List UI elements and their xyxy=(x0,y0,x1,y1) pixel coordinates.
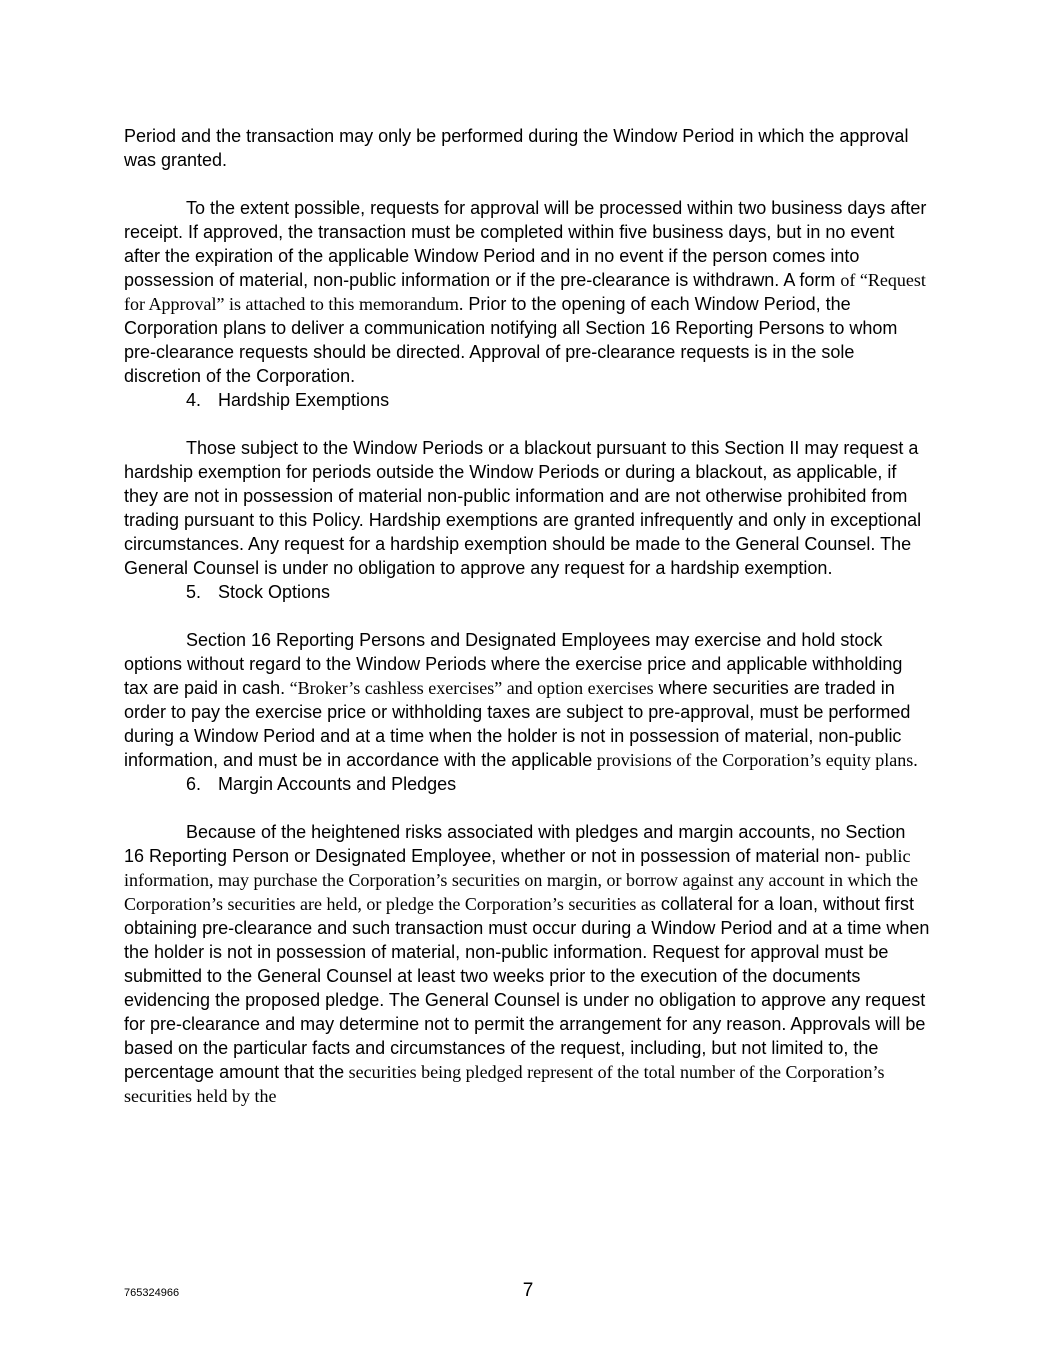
section-5-title: Stock Options xyxy=(218,582,331,602)
section-6-text-2: public information, may purchase the Corporation’s securities on margin, or borrow against any account in which the Corporation’s securities are held, or pledge the Corporation’s securities as xyxy=(124,846,918,914)
section-4-body: Those subject to the Window Periods or a blackout pursuant to this Section II may request a hardship exemption for periods outside the Window Periods or during a blackout, as applicable, if they are not in possession of material non-public information and are not otherwise prohibited from trading pursuant to this Policy. Hardship exemptions are granted infrequently and only in exceptional circumstances. Any request for a hardship exemption should be made to the General Counsel. The General Counsel is under no obligation to approve any request for a hardship exemption. xyxy=(124,438,922,578)
section-5-text-2: “Broker’s cashless exercises” and option exercises xyxy=(285,678,654,698)
section-5-text-4: provisions of the Corporation’s equity plans. xyxy=(592,750,918,770)
document-body xyxy=(124,124,930,1108)
request-for-approval-reference: of “Request for Approval” is attached to this memorandum. xyxy=(124,270,926,314)
section-5-heading xyxy=(124,580,930,604)
section-5-number: 5. xyxy=(186,582,202,602)
section-6-text-1: Because of the heightened risks associated with pledges and margin accounts, no Section 16 Reporting Person or Designated Employee, whether or not in possession of material non- xyxy=(124,822,906,866)
section-5-body xyxy=(124,628,930,772)
section-6-body xyxy=(124,820,930,1108)
pre-clearance-text-2: Prior to the opening of each Window Period, the Corporation plans to deliver a communication notifying all Section 16 Reporting Persons to whom pre-clearance requests should be directed. Approval of pre-clearance requests is in the sole discretion of the Corporation. xyxy=(124,294,898,386)
pre-clearance-paragraph xyxy=(124,196,930,388)
section-4-heading xyxy=(124,388,930,412)
continuation-paragraph: Period and the transaction may only be performed during the Window Period in which the approval was granted. xyxy=(124,126,909,170)
section-6-text-4: securities being pledged represent of the total number of the Corporation’s securities held by the xyxy=(124,1062,885,1106)
section-6-number: 6. xyxy=(186,774,202,794)
section-6-text-3: collateral for a loan, without first obtaining pre-clearance and such transaction must occur during a Window Period and at a time when the holder is not in possession of material, non-public information. Request for approval must be submitted to the General Counsel at least two weeks prior to the execution of the documents evidencing the proposed pledge. The General Counsel is under no obligation to approve any request for pre-clearance and may determine not to permit the arrangement for any reason. Approvals will be based on the particular facts and circumstances of the request, including, but not limited to, the percentage amount that the xyxy=(124,894,930,1082)
section-6-heading xyxy=(124,772,930,796)
document-id: 765324966 xyxy=(124,1287,180,1299)
section-4-title: Hardship Exemptions xyxy=(218,390,390,410)
section-6-title: Margin Accounts and Pledges xyxy=(218,774,457,794)
section-5-text-1: Section 16 Reporting Persons and Designated Employees may exercise and hold stock options without regard to the Window Periods where the exercise price and applicable withholding tax are paid in cash. xyxy=(124,630,903,698)
section-5-text-3: where securities are traded in order to pay the exercise price or withholding taxes are subject to pre-approval, must be performed during a Window Period and at a time when the holder is not in possession of material, non-public information, and must be in accordance with the applicable xyxy=(124,678,911,770)
pre-clearance-text-1: To the extent possible, requests for approval will be processed within two business days after receipt. If approved, the transaction must be completed within five business days, but in no event after the expiration of the applicable Window Period and in no event if the person comes into possession of material, non-public information or if the pre-clearance is withdrawn. A form xyxy=(124,198,927,290)
section-4-number: 4. xyxy=(186,390,202,410)
page-number: 7 xyxy=(522,1280,534,1301)
